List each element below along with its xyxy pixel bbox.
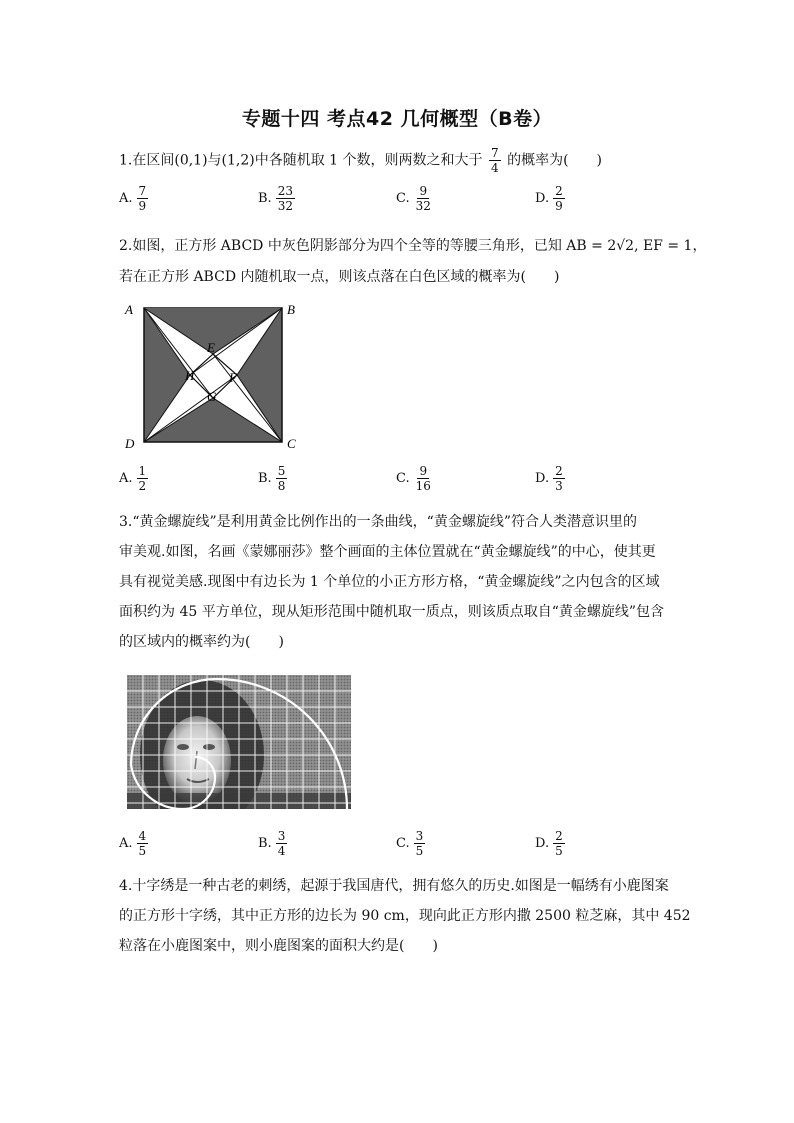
question-1-stem xyxy=(119,146,602,175)
q1-option-c[interactable]: C. $\frac{9}{32}$ xyxy=(396,184,431,213)
question-3-line: 面积约为 45 平方单位，现从矩形范围中随机取一质点，则该质点取自“黄金螺旋线”包含 xyxy=(119,604,665,620)
label-g: G xyxy=(207,389,217,404)
question-3-line: 审美观.如图，名画《蒙娜丽莎》整个画面的主体位置就在“黄金螺旋线”的中心，使其更 xyxy=(119,544,656,560)
label-e: E xyxy=(207,340,215,355)
mona-lisa-golden-spiral-figure xyxy=(127,675,351,809)
q2-option-a[interactable]: A. $\frac{1}{2}$ xyxy=(119,464,147,493)
question-1-text-b: 的概率为( ) xyxy=(507,152,603,169)
question-4-stem xyxy=(119,871,691,961)
q1-option-b[interactable]: B. $\frac{23}{32}$ xyxy=(258,184,293,213)
question-4-line: 粒落在小鹿图案中，则小鹿图案的面积大约是( ) xyxy=(119,938,438,954)
question-3-line: 具有视觉美感.现图中有边长为 1 个单位的小正方形方格，“黄金螺旋线”之内包含的区域 xyxy=(119,574,660,590)
question-1-text-a: 1.在区间(0,1)与(1,2)中各随机取 1 个数，则两数之和大于 xyxy=(119,152,483,169)
q2-option-b[interactable]: B. $\frac{5}{8}$ xyxy=(258,464,286,493)
question-3-line: 的区域内的概率约为( ) xyxy=(119,634,284,650)
q1-option-a[interactable]: A. $\frac{7}{9}$ xyxy=(119,184,147,213)
q2-option-d[interactable]: D. $\frac{2}{3}$ xyxy=(535,464,563,493)
page-title: 专题十四 考点42 几何概型（B卷） xyxy=(241,108,553,130)
label-c: C xyxy=(287,436,296,451)
label-b: B xyxy=(287,302,295,317)
label-d: D xyxy=(125,436,135,451)
question-2-line-1: 2.如图，正方形 ABCD 中灰色阴影部分为四个全等的等腰三角形，已知 AB = 2√2, EF = 1， xyxy=(119,238,707,254)
label-h: H xyxy=(185,368,195,383)
question-4-line: 的正方形十字绣，其中正方形的边长为 90 cm，现向此正方形内撒 2500 粒芝麻，其中 452 xyxy=(119,908,691,924)
q1-option-d[interactable]: D. $\frac{2}{9}$ xyxy=(535,184,563,213)
question-2-line-2: 若在正方形 ABCD 内随机取一点，则该点落在白色区域的概率为( ) xyxy=(119,269,560,285)
question-1-fraction: $\frac{7}{4}$ xyxy=(491,146,499,175)
square-abcd-figure xyxy=(120,298,310,454)
label-a: A xyxy=(125,302,133,317)
question-3-stem xyxy=(119,507,679,657)
q3-option-c[interactable]: C. $\frac{3}{5}$ xyxy=(396,829,424,858)
question-3-line: 3.“黄金螺旋线”是利用黄金比例作出的一条曲线，“黄金螺旋线”符合人类潜意识里的 xyxy=(119,514,637,530)
q2-option-c[interactable]: C. $\frac{9}{16}$ xyxy=(396,464,431,493)
label-f: F xyxy=(229,370,237,385)
q3-option-d[interactable]: D. $\frac{2}{5}$ xyxy=(535,829,563,858)
question-4-line: 4.十字绣是一种古老的刺绣，起源于我国唐代，拥有悠久的历史.如图是一幅绣有小鹿图案 xyxy=(119,878,669,894)
q3-option-a[interactable]: A. $\frac{4}{5}$ xyxy=(119,829,147,858)
q3-option-b[interactable]: B. $\frac{3}{4}$ xyxy=(258,829,286,858)
